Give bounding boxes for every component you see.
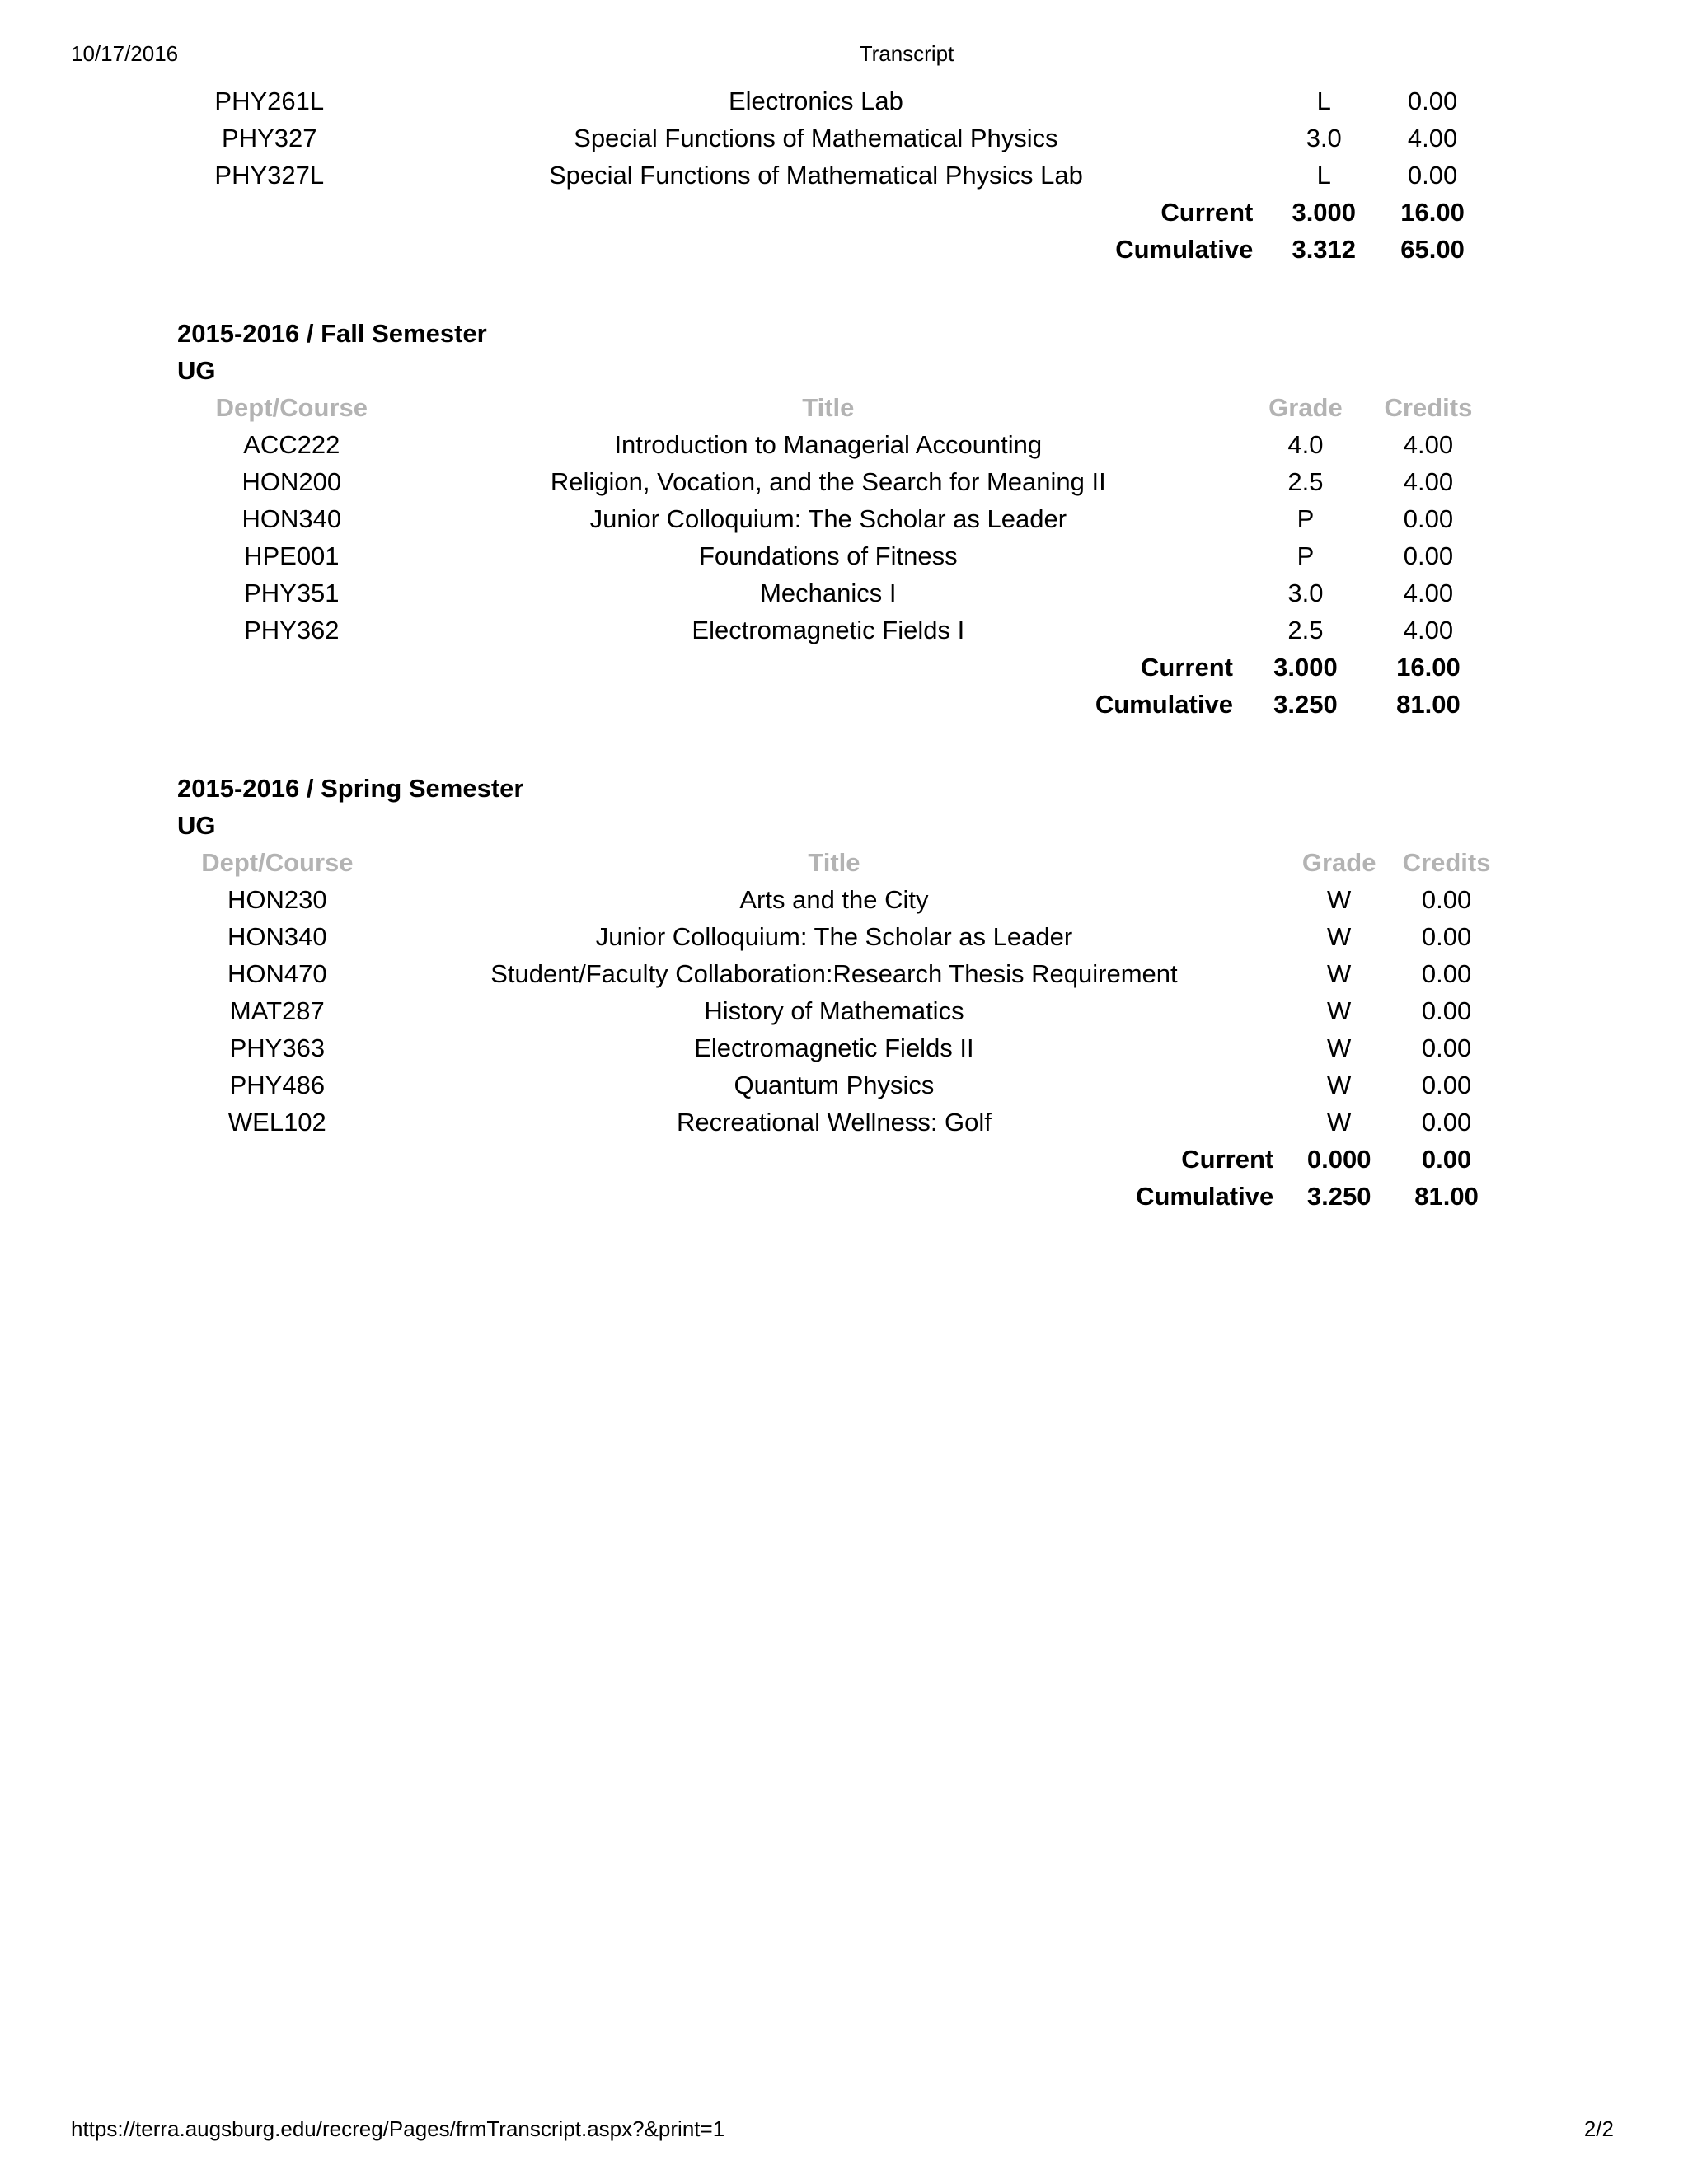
page-title: Transcript [859,41,954,66]
course-grade: P [1296,504,1315,533]
course-code: PHY261L [214,87,325,115]
cumulative-credits: 81.00 [1396,690,1461,719]
current-gpa: 3.000 [1292,198,1357,227]
current-summary-row [176,1141,1505,1178]
table-row [176,1029,1505,1066]
course-code: MAT287 [229,996,325,1025]
course-grade: L [1316,87,1331,115]
course-code: HPE001 [244,541,340,570]
course-grade: W [1327,1071,1352,1099]
current-label: Current [1181,1145,1274,1174]
column-header-credits: Credits [1402,848,1491,877]
course-code: HON340 [241,504,342,533]
table-row [176,612,1495,649]
course-grade: W [1327,885,1352,914]
course-grade: 2.5 [1287,467,1324,496]
course-code: PHY351 [244,579,340,607]
course-code: PHY362 [244,616,340,644]
course-grade: 4.0 [1287,430,1324,459]
column-header-title: Title [802,393,855,422]
course-title: Special Functions of Mathematical Physics Lab [548,161,1083,190]
course-credits: 0.00 [1421,1033,1472,1062]
course-grade: W [1327,1108,1352,1137]
course-code: HON340 [227,922,327,951]
table-row [176,1066,1505,1104]
cumulative-summary-row [176,686,1495,723]
table-header-row [176,389,1495,426]
course-grade: 3.0 [1306,124,1342,152]
course-grade: W [1327,996,1352,1025]
current-credits: 16.00 [1396,653,1461,682]
current-label: Current [1160,198,1254,227]
course-credits: 0.00 [1421,1108,1472,1137]
course-title: Introduction to Managerial Accounting [614,430,1043,459]
course-code: HON230 [227,885,327,914]
spring-term-heading: 2015-2016 / Spring Semester [177,774,524,803]
course-grade: W [1327,922,1352,951]
column-header-grade: Grade [1301,848,1376,877]
course-credits: 4.00 [1403,579,1454,607]
table-row [176,992,1505,1029]
course-code: PHY363 [229,1033,326,1062]
cumulative-label: Cumulative [1095,690,1233,719]
course-title: Arts and the City [739,885,929,914]
previous-term-table [176,82,1487,268]
course-credits: 0.00 [1407,161,1458,190]
cumulative-summary-row [176,1178,1505,1215]
table-row [176,157,1487,194]
cumulative-summary-row [176,231,1487,268]
column-header-dept-course: Dept/Course [201,848,354,877]
current-label: Current [1141,653,1233,682]
course-grade: 2.5 [1287,616,1324,644]
course-code: PHY327L [214,161,325,190]
course-title: Mechanics I [760,579,897,607]
course-title: Junior Colloquium: The Scholar as Leader [595,922,1073,951]
table-row [176,955,1505,992]
course-code: PHY486 [229,1071,326,1099]
cumulative-label: Cumulative [1136,1182,1274,1211]
table-row [176,120,1487,157]
course-title: Electronics Lab [728,87,903,115]
course-code: PHY327 [222,124,317,152]
course-title: Quantum Physics [734,1071,935,1099]
course-grade: 3.0 [1287,579,1324,607]
table-row [176,537,1495,574]
course-code: HON470 [227,959,327,988]
current-credits: 16.00 [1400,198,1465,227]
current-summary-row [176,649,1495,686]
current-summary-row [176,194,1487,231]
course-title: History of Mathematics [704,996,964,1025]
course-title: Junior Colloquium: The Scholar as Leader [589,504,1067,533]
print-footer [0,2116,1688,2143]
course-grade: W [1327,1033,1352,1062]
table-row [176,1104,1505,1141]
course-credits: 0.00 [1421,885,1472,914]
table-row [176,426,1495,463]
column-header-grade: Grade [1268,393,1343,422]
table-row [176,574,1495,612]
table-row [176,881,1505,918]
cumulative-credits: 65.00 [1400,235,1465,264]
course-grade: P [1296,541,1315,570]
course-title: Special Functions of Mathematical Physics [574,124,1058,152]
course-credits: 0.00 [1407,87,1458,115]
table-row [176,918,1505,955]
course-code: ACC222 [243,430,340,459]
course-code: WEL102 [227,1108,326,1137]
course-credits: 0.00 [1421,922,1472,951]
course-title: Electromagnetic Fields I [692,616,965,644]
column-header-credits: Credits [1384,393,1473,422]
page-number: 2/2 [1583,2116,1614,2141]
course-credits: 4.00 [1403,616,1454,644]
course-title: Religion, Vocation, and the Search for Meaning II [550,467,1106,496]
spring-term-table [176,844,1505,1215]
course-title: Foundations of Fitness [698,541,958,570]
course-title: Student/Faculty Collaboration:Research Thesis Requirement [490,959,1178,988]
spring-level-heading: UG [177,811,216,840]
table-row [176,82,1487,120]
course-credits: 4.00 [1403,467,1454,496]
course-credits: 0.00 [1421,996,1472,1025]
current-gpa: 0.000 [1306,1145,1372,1174]
course-credits: 4.00 [1403,430,1454,459]
course-grade: L [1316,161,1331,190]
course-grade: W [1327,959,1352,988]
course-credits: 0.00 [1421,959,1472,988]
course-credits: 0.00 [1403,541,1454,570]
current-gpa: 3.000 [1273,653,1338,682]
cumulative-credits: 81.00 [1414,1182,1479,1211]
print-header [0,41,1688,68]
page-url: https://terra.augsburg.edu/recreg/Pages/frmTranscript.aspx?&print=1 [71,2116,725,2141]
fall-level-heading: UG [177,356,216,385]
course-credits: 0.00 [1421,1071,1472,1099]
current-credits: 0.00 [1421,1145,1472,1174]
course-title: Recreational Wellness: Golf [676,1108,992,1137]
table-row [176,500,1495,537]
course-credits: 0.00 [1403,504,1454,533]
print-date: 10/17/2016 [71,41,179,66]
fall-term-table [176,389,1495,723]
fall-term-heading: 2015-2016 / Fall Semester [177,319,487,348]
column-header-title: Title [808,848,860,877]
cumulative-label: Cumulative [1115,235,1254,264]
cumulative-gpa: 3.250 [1306,1182,1372,1211]
course-code: HON200 [241,467,342,496]
course-credits: 4.00 [1407,124,1458,152]
table-row [176,463,1495,500]
course-title: Electromagnetic Fields II [694,1033,974,1062]
cumulative-gpa: 3.312 [1292,235,1357,264]
cumulative-gpa: 3.250 [1273,690,1338,719]
table-header-row [176,844,1505,881]
column-header-dept-course: Dept/Course [215,393,368,422]
